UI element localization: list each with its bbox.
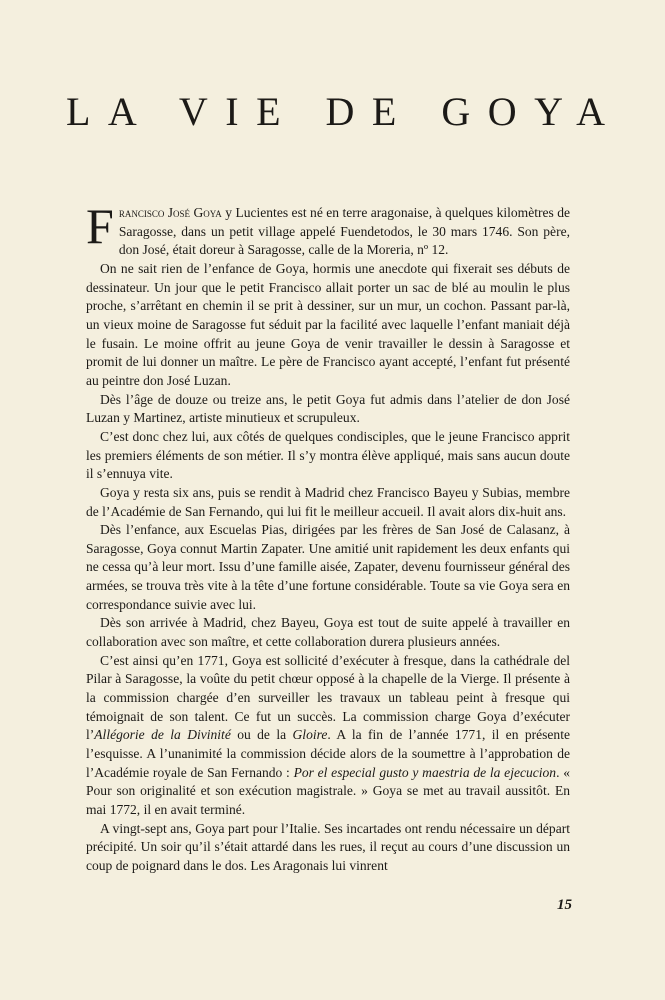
artwork-title-allegorie: Allégorie de la Divinité <box>94 727 231 743</box>
paragraph-8-text-1: C’est ainsi qu’en 1771, Goya est sollicité d’exécuter à fresque, dans la cathédrale del Pilar à Saragosse, la voûte du petit chœur opposé à la chapelle de la Vierge. Il présente à la commission chargée d’en surveiller les travaux un tableau peint à fresque qui témoignait de son talent. Ce fut un succès. La commission charge Goya d’exécuter l’ <box>86 652 570 743</box>
chapter-title: LA VIE DE GOYA <box>66 89 623 134</box>
paragraph-8-text-2: ou de la <box>230 727 293 743</box>
paragraph-8-text-3: . A la fin de l’année 1771, il en présente l’esquisse. A l’unanimité la commission décide alors de la soumettre à l’approbation de l’Académie royale de San Fernando : <box>86 727 570 780</box>
opening-small-caps: rancisco José Goya <box>118 205 222 220</box>
paragraph-7: Dès son arrivée à Madrid, chez Bayeu, Goya est tout de suite appelé à travailler en collaboration avec son maître, et cette collaboration durera plusieurs années. <box>86 615 570 650</box>
page-number: 15 <box>557 897 572 913</box>
paragraph-3: Dès l’âge de douze ou treize ans, le petit Goya fut admis dans l’atelier de don José Luzan y Martinez, artiste minutieux et scrupuleux. <box>86 391 570 426</box>
paragraph-8-text-4: . « Pour son originalité et son exécution magistrale. » Goya se met au travail aussitôt. En mai 1772, il en avait terminé. <box>86 764 570 817</box>
drop-cap: F <box>86 198 114 254</box>
paragraph-4: C’est donc chez lui, aux côtés de quelques condisciples, que le jeune Francisco apprit les premiers éléments de son métier. Il s’y montra élève appliqué, mais sans aucun doute il s’ennuya vite. <box>86 428 570 482</box>
paragraph-1 <box>86 198 571 260</box>
paragraph-5: Goya y resta six ans, puis se rendit à Madrid chez Francisco Bayeu y Subias, membre de l’Académie de San Fernando, qui lui fit le meilleur accueil. Il avait alors dix-huit ans. <box>86 484 570 519</box>
paragraph-2: On ne sait rien de l’enfance de Goya, hormis une anecdote qui fixerait ses débuts de dessinateur. Un jour que le petit Francisco allait porter un sac de blé au moulin le plus proche, s’arrêtant en chemin il se prit à dessiner, sur un mur, un cochon. Passant par-là, un vieux moine de Saragosse fut séduit par la facilité avec laquelle l’enfant maniait déjà le fusain. Le moine offrit au jeune Goya de venir travailler le dessin à Saragosse et promit de lui donner un maître. Le père de Francisco ayant accepté, l’enfant fut présenté au peintre don José Luzan. <box>86 260 570 388</box>
paragraph-9: A vingt-sept ans, Goya part pour l’Italie. Ses incartades ont rendu nécessaire un départ précipité. Un soir qu’il s’était attardé dans les rues, il reçut au cours d’une discussion un coup de poignard dans le dos. Les Aragonais lui vinrent <box>86 820 570 873</box>
paragraph-6: Dès l’enfance, aux Escuelas Pias, dirigées par les frères de San José de Calasanz, à Saragosse, Goya connut Martin Zapater. Une amitié unit rapidement les deux enfants qui ne cessa qu’à leur mort. Issu d’une famille aisée, Zapater, devenu fournisseur général des armées, se trouva très vite à la tête d’une fortune considérable. Toute sa vie Goya sera en correspondance suivie avec lui. <box>86 522 570 612</box>
paragraph-1-text: y Lucientes est né en terre aragonaise, à quelques kilomètres de Saragosse, dans un petit village appelé Fuendetodos, le 30 mars 1746. Son père, don José, était doreur à Saragosse, calle de la Moreria, nº 12. <box>118 205 571 258</box>
body-text <box>86 198 571 876</box>
spanish-quotation: Por el especial gusto y maestria de la ejecucion <box>293 764 557 780</box>
artwork-title-gloire: Gloire <box>292 727 328 743</box>
paragraph-8 <box>86 652 570 820</box>
